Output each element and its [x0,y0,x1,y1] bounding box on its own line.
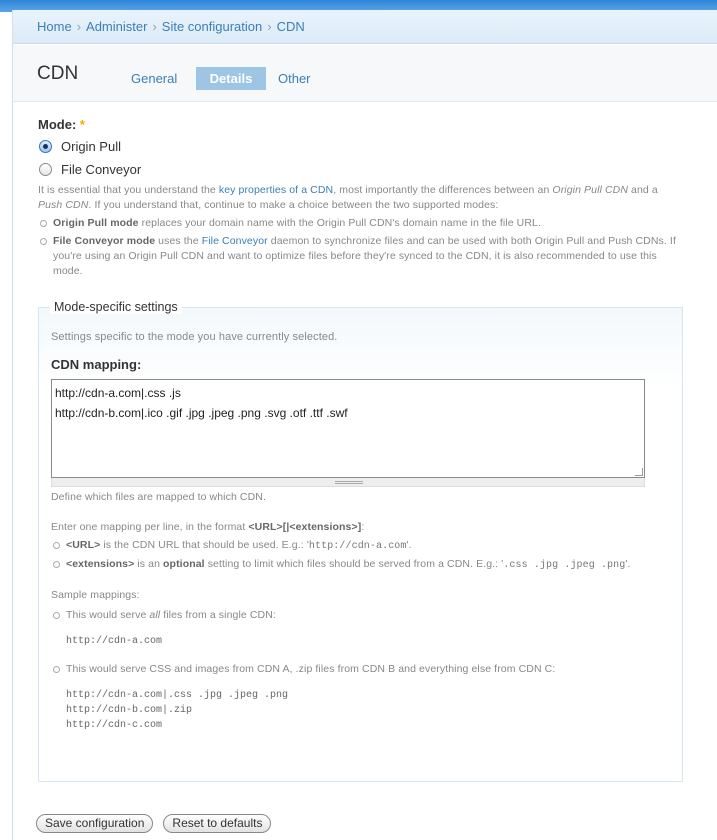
breadcrumb-cdn[interactable]: CDN [276,19,305,34]
code-line: http://cdn-b.com|.zip [66,705,193,716]
radio-label-file-conveyor: File Conveyor [61,162,142,177]
admin-page [12,10,717,840]
page-header [13,45,717,102]
file-conveyor-link[interactable]: File Conveyor [201,235,268,247]
key-properties-link[interactable]: key properties of a CDN [218,184,334,196]
list-item-sample-2: This would serve CSS and images from CDN A, .zip files from CDN B and everything else from CDN C: [51,662,671,677]
breadcrumb-separator: › [267,19,272,34]
list-item-file-conveyor-mode: File Conveyor mode uses the File Conveyor daemon to synchronize files and can be used with both Origin Pull and Push CDNs. If you're using an Origin Pull CDN and want to optimize files before they're synced to the CDN, it is also recommended to use this mode. [38,234,683,279]
list-item-extensions: <extensions> is an optional setting to limit which files should be served from a CDN. E.g.: '.css .jpg .jpeg .png'. [51,557,671,573]
mapping-format-help: Enter one mapping per line, in the format <URL>[|<extensions>]: [51,521,365,533]
mode-description: It is essential that you understand the key properties of a CDN, most importantly the differences between an Origin Pull CDN and a Push CDN. If you understand that, continue to make a choice between the two supported modes: [38,184,658,211]
breadcrumb [13,10,717,44]
mode-option-file-conveyor[interactable] [38,158,683,181]
sample-code-1: http://cdn-a.com [66,636,163,647]
mapping-help: Define which files are mapped to which CDN. [51,491,266,503]
mapping-line: http://cdn-b.com|.ico .gif .jpg .jpeg .png .svg .otf .ttf .swf [55,406,348,420]
required-marker: * [79,117,85,132]
breadcrumb-site-configuration[interactable]: Site configuration [161,19,263,34]
page-title: CDN [37,63,79,84]
fieldset-description: Settings specific to the mode you have currently selected. [51,331,338,343]
sample-code-2 [66,688,671,733]
radio-origin-pull[interactable] [39,140,52,153]
settings-form [38,115,683,731]
fieldset-legend: Mode-specific settings [50,300,182,314]
radio-label-origin-pull: Origin Pull [61,139,121,154]
tab-general[interactable]: General [131,71,178,86]
sample-mappings-label: Sample mappings: [51,589,140,601]
cdn-mapping-textarea[interactable] [51,379,645,478]
list-item-sample-1: This would serve all files from a single CDN: [51,608,671,623]
tab-bar [119,67,326,90]
mode-option-origin-pull[interactable] [38,135,683,158]
mode-specific-settings [38,300,683,782]
grip-lines-icon [335,481,363,484]
breadcrumb-administer[interactable]: Administer [86,19,148,34]
reset-to-defaults-button[interactable]: Reset to defaults [163,814,271,833]
breadcrumb-home[interactable]: Home [37,19,72,34]
tab-details[interactable]: Details [196,67,266,90]
breadcrumb-separator: › [76,19,82,34]
mode-label: Mode: * [38,117,85,132]
list-item-url: <URL> is the CDN URL that should be used. E.g.: 'http://cdn-a.com'. [51,538,671,554]
form-actions [36,814,281,833]
radio-file-conveyor[interactable] [39,163,52,176]
resize-corner-icon[interactable] [635,468,643,476]
list-item-origin-pull-mode: Origin Pull mode replaces your domain name with the Origin Pull CDN's domain name in the file URL. [38,216,683,231]
mapping-line: http://cdn-a.com|.css .js [55,386,181,400]
cdn-mapping-label: CDN mapping: [51,357,142,372]
tab-other[interactable]: Other [278,71,311,86]
breadcrumb-separator: › [152,19,157,34]
textarea-grippie[interactable] [51,478,645,487]
code-line: http://cdn-c.com [66,720,163,731]
code-line: http://cdn-a.com|.css .jpg .jpeg .png [66,690,289,701]
save-configuration-button[interactable]: Save configuration [36,814,153,833]
